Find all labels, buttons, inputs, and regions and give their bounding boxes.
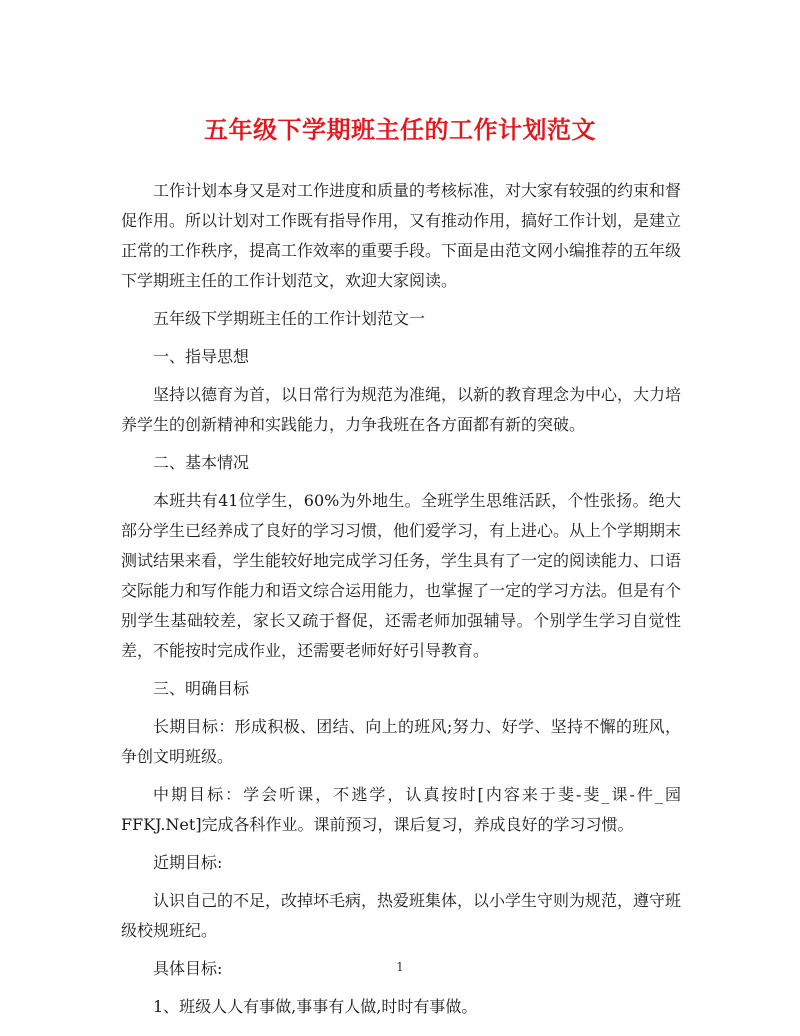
paragraph-specific-item-1: 1、班级人人有事做,事事有人做,时时有事做。	[153, 997, 478, 1016]
document-title: 五年级下学期班主任的工作计划范文	[204, 115, 596, 144]
page-number: 1	[396, 960, 404, 974]
section-heading-guiding-idea: 一、指导思想	[153, 347, 250, 366]
section-heading-goals: 三、明确目标	[153, 679, 250, 698]
section-heading-basic-situation: 二、基本情况	[153, 453, 250, 472]
paragraph-basic-situation: 本班共有41位学生，60%为外地生。全班学生思维活跃，个性张扬。绝大部分学生已经养成了良好的学习习惯，他们爱学习，有上进心。从上个学期期末测试结果来看，学生能较好地完成学习任务，学生具有了一定的阅读能力、口语交际能力和写作能力和语文综合运用能力，也掌握了一定的学习方法。但是有个别学生基础较差，家长又疏于督促，还需老师加强辅导。个别学生学习自觉性差，不能按时完成作业，还需要老师好好引导教育。	[121, 491, 682, 660]
paragraph-intro: 工作计划本身又是对工作进度和质量的考核标准，对大家有较强的约束和督促作用。所以计划对工作既有指导作用，又有推动作用，搞好工作计划，是建立正常的工作秩序，提高工作效率的重要手段。下面是由范文网小编推荐的五年级下学期班主任的工作计划范文，欢迎大家阅读。	[121, 181, 682, 290]
paragraph-near-term-label: 近期目标:	[153, 853, 223, 872]
paragraph-specific-label: 具体目标:	[153, 959, 223, 978]
paragraph-long-term-goal: 长期目标：形成积极、团结、向上的班风;努力、好学、坚持不懈的班风，争创文明班级。	[121, 717, 681, 766]
paragraph-near-term-goal: 认识自己的不足，改掉坏毛病，热爱班集体，以小学生守则为规范，遵守班级校规班纪。	[121, 891, 682, 940]
paragraph-subtitle: 五年级下学期班主任的工作计划范文一	[153, 309, 426, 328]
paragraph-guiding-idea: 坚持以德育为首，以日常行为规范为准绳，以新的教育理念为中心，大力培养学生的创新精神和实践能力，力争我班在各方面都有新的突破。	[121, 385, 682, 434]
document-body	[121, 176, 681, 1030]
paragraph-mid-term-goal: 中期目标：学会听课，不逃学，认真按时[内容来于斐-斐_课-件_园FFKJ.Net]完成各科作业。课前预习，课后复习，养成良好的学习习惯。	[121, 785, 681, 834]
